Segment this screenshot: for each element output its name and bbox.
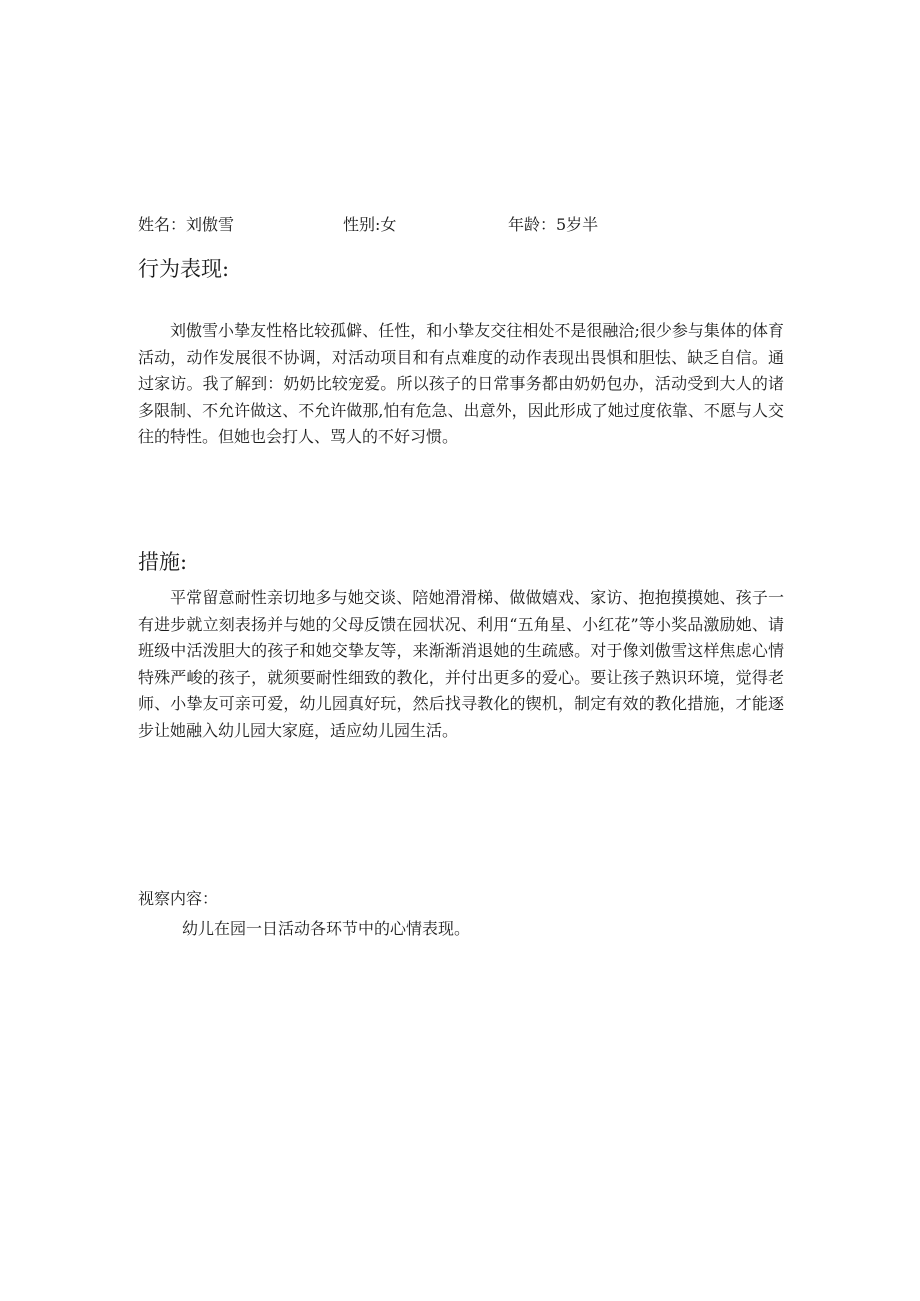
behavior-section-title: 行为表现:: [138, 257, 230, 281]
student-name: 姓名：刘傲雪: [138, 215, 235, 234]
student-gender: 性别:女: [343, 215, 397, 234]
student-info-row: [138, 212, 838, 238]
behavior-paragraph: 刘傲雪小挚友性格比较孤僻、任性，和小挚友交往相处不是很融洽;很少参与集体的体育活动，动作发展很不协调，对活动项目和有点难度的动作表现出畏惧和胆怯、缺乏自信。通过家访。我了解到：奶奶比较宠爱。所以孩子的日常事务都由奶奶包办，活动受到大人的诸多限制、不允许做这、不允许做那,怕有危急、出意外，因此形成了她过度依靠、不愿与人交往的特性。但她也会打人、骂人的不好习惯。: [138, 321, 784, 447]
observation-content: 幼儿在园一日活动各环节中的心情表现。: [182, 919, 471, 938]
measures-paragraph: 平常留意耐性亲切地多与她交谈、陪她滑滑梯、做做嬉戏、家访、抱抱摸摸她、孩子一有进步就立刻表扬并与她的父母反馈在园状况、利用“五角星、小红花”等小奖品激励她、请班级中活泼胆大的孩子和她交挚友等，来渐渐消退她的生疏感。对于像刘傲雪这样焦虑心情特殊严峻的孩子，就须要耐性细致的教化，并付出更多的爱心。要让孩子熟识环境，觉得老师、小挚友可亲可爱，幼儿园真好玩，然后找寻教化的锲机，制定有效的教化措施，才能逐步让她融入幼儿园大家庭，适应幼儿园生活。: [138, 588, 784, 740]
measures-section-title: 措施:: [138, 550, 188, 574]
student-age: 年龄：5岁半: [508, 215, 599, 234]
observation-section-title: 视察内容：: [138, 889, 219, 908]
